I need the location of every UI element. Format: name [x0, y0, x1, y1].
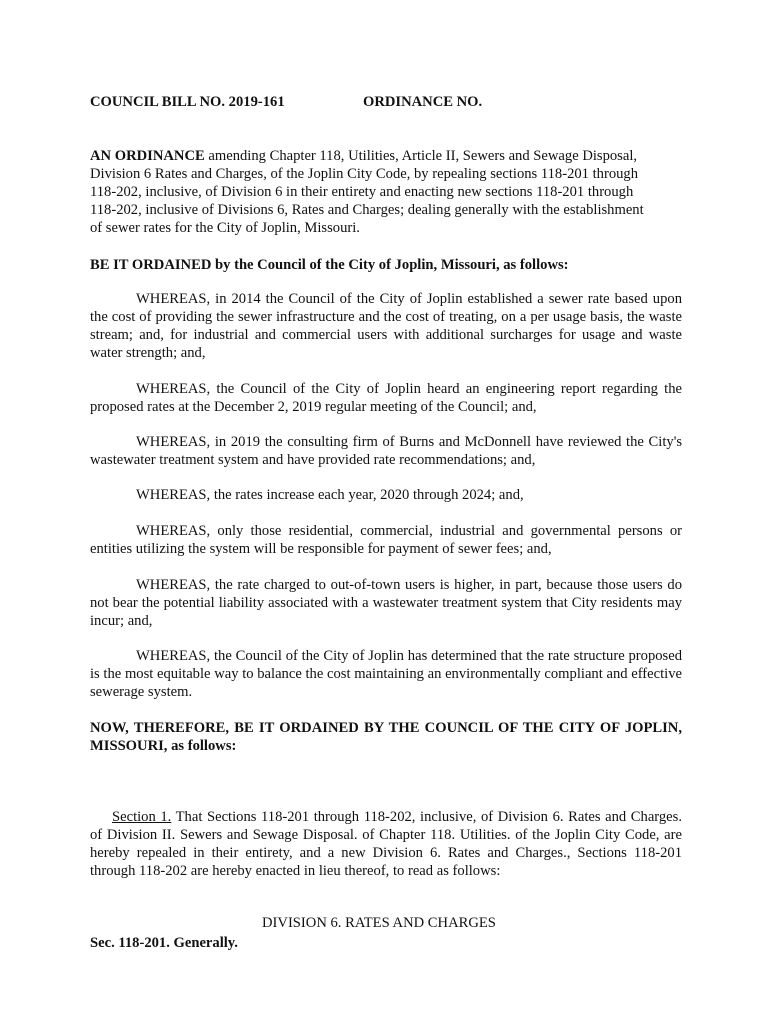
ordinance-title-line: 118-202, inclusive of Divisions 6, Rates and Charges; dealing generally with the establishment [90, 202, 644, 218]
council-bill-number: COUNCIL BILL NO. 2019-161 [90, 94, 285, 110]
whereas-paragraph-7: WHEREAS, the Council of the City of Joplin has determined that the rate structure proposed is the most equitable way to balance the cost maintaining an environmentally compliant and effective sewerage system. [90, 648, 682, 700]
ordinance-line1-text: amending Chapter 118, Utilities, Article II, Sewers and Sewage Disposal, [204, 148, 638, 164]
section-1-label: Section 1. [112, 809, 172, 825]
whereas-paragraph-4: WHEREAS, the rates increase each year, 2020 through 2024; and, [136, 487, 524, 503]
whereas-paragraph-1: WHEREAS, in 2014 the Council of the City of Joplin established a sewer rate based upon the cost of providing the sewer infrastructure and the cost of treating, on a per usage basis, the waste stream; and, for industrial and commercial users with additional surcharges for usage and waste water strength; and, [90, 291, 682, 361]
division-heading: DIVISION 6. RATES AND CHARGES [262, 915, 496, 931]
ordinance-number: ORDINANCE NO. [363, 94, 483, 110]
whereas-paragraph-2: WHEREAS, the Council of the City of Joplin heard an engineering report regarding the proposed rates at the December 2, 2019 regular meeting of the Council; and, [90, 381, 682, 415]
whereas-paragraph-3: WHEREAS, in 2019 the consulting firm of Burns and McDonnell have reviewed the City's wastewater treatment system and have provided rate recommendations; and, [90, 434, 682, 468]
ordinance-title-line: Division 6 Rates and Charges, of the Joplin City Code, by repealing sections 118-201 through [90, 166, 639, 182]
ordain-heading: BE IT ORDAINED by the Council of the City of Joplin, Missouri, as follows: [90, 257, 569, 273]
ordinance-lead: AN ORDINANCE [90, 148, 205, 164]
section-1-text: That Sections 118-201 through 118-202, inclusive, of Division 6. Rates and Charges. of Division II. Sewers and Sewage Disposal. of Chapter 118. Utilities. of the Joplin City Code, are hereby repealed in their entirety, and a new Division 6. Rates and Charges., Sections 118-201 through 118-202 are hereby enacted in lieu thereof, to read as follows: [90, 809, 682, 879]
now-therefore-heading: NOW, THEREFORE, BE IT ORDAINED BY THE COUNCIL OF THE CITY OF JOPLIN, MISSOURI, as follows: [90, 720, 682, 754]
section-118-201-heading: Sec. 118-201. Generally. [90, 935, 238, 951]
ordinance-title-line: of sewer rates for the City of Joplin, Missouri. [90, 220, 360, 236]
ordinance-title-line [90, 147, 682, 165]
whereas-paragraph-6: WHEREAS, the rate charged to out-of-town users is higher, in part, because those users do not bear the potential liability associated with a wastewater treatment system that City residents may incur; and, [90, 577, 682, 629]
document-page [90, 0, 682, 1024]
ordinance-title-line: 118-202, inclusive, of Division 6 in their entirety and enacting new sections 118-201 through [90, 184, 634, 200]
section-1-paragraph [90, 808, 682, 880]
whereas-paragraph-5: WHEREAS, only those residential, commercial, industrial and governmental persons or entities utilizing the system will be responsible for payment of sewer fees; and, [90, 523, 682, 557]
ordinance-title [90, 147, 682, 237]
